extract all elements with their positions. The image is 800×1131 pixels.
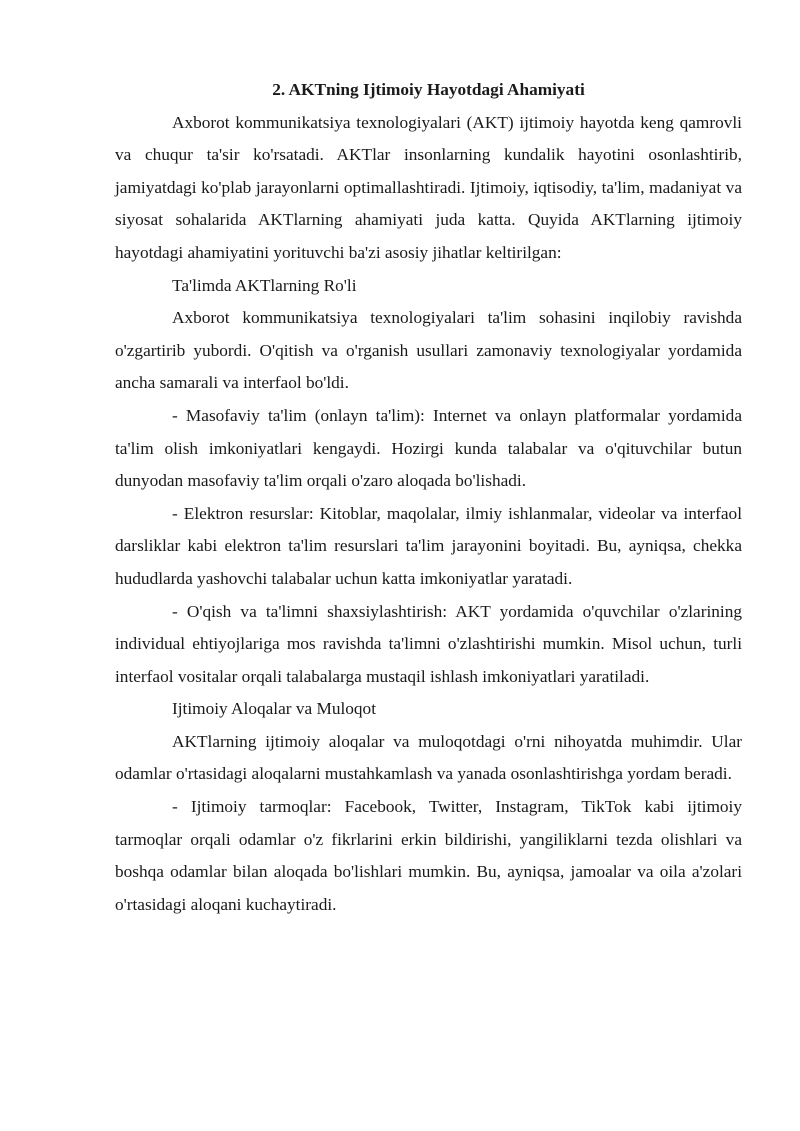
list-item-electronic-resources: - Elektron resurslar: Kitoblar, maqolalar, ilmiy ishlanmalar, videolar va interfaol darsliklar kabi elektron ta'lim resurslari ta'lim jarayonini boyitadi. Bu, ayniqsa, chekka hududlarda yashovchi talabalar uchun katta imkoniyatlar yaratadi.	[115, 503, 742, 588]
section-heading-education: Ta'limda AKTlarning Ro'li	[172, 275, 357, 295]
list-item-social-networks: - Ijtimoiy tarmoqlar: Facebook, Twitter, Instagram, TikTok kabi ijtimoiy tarmoqlar orqali odamlar o'z fikrlarini erkin bildirishi, yangiliklarni tezda olishlari va boshqa odamlar bilan aloqada bo'lishlari mumkin. Bu, ayniqsa, jamoalar va oila a'zolari o'rtasidagi aloqani kuchaytiradi.	[115, 797, 742, 914]
list-item-distance-learning: - Masofaviy ta'lim (onlayn ta'lim): Internet va onlayn platformalar yordamida ta'lim olish imkoniyatlari kengaydi. Hozirgi kunda talabalar va o'qituvchilar butun dunyodan masofaviy ta'lim orqali o'zaro aloqada bo'lishadi.	[115, 405, 742, 491]
document-title: 2. AKTning Ijtimoiy Hayotdagi Ahamiyati	[272, 80, 585, 99]
section-paragraph-education: Axborot kommunikatsiya texnologiyalari ta'lim sohasini inqilobiy ravishda o'zgartirib yubordi. O'qitish va o'rganish usullari zamonaviy texnologiyalar yordamida ancha samarali va interfaol bo'ldi.	[115, 308, 742, 393]
section-paragraph-social: AKTlarning ijtimoiy aloqalar va muloqotdagi o'rni nihoyatda muhimdir. Ular odamlar o'rtasidagi aloqalarni mustahkamlash va yanada osonlashtirishga yordam beradi.	[115, 731, 742, 784]
section-heading-social: Ijtimoiy Aloqalar va Muloqot	[172, 699, 376, 719]
list-item-personalized-learning: - O'qish va ta'limni shaxsiylashtirish: AKT yordamida o'quvchilar o'zlarining individual ehtiyojlariga mos ravishda ta'limni o'zlashtirishi mumkin. Misol uchun, turli interfaol vositalar orqali talabalarga mustaqil ishlash imkoniyatlari yaratiladi.	[115, 601, 742, 686]
intro-paragraph: Axborot kommunikatsiya texnologiyalari (AKT) ijtimoiy hayotda keng qamrovli va chuqur ta'sir ko'rsatadi. AKTlar insonlarning kundalik hayotini osonlashtirib, jamiyatdagi ko'plab jarayonlarni optimallashtiradi. Ijtimoiy, iqtisodiy, ta'lim, madaniyat va siyosat sohalarida AKTlarning ahamiyati juda katta. Quyida AKTlarning ijtimoiy hayotdagi ahamiyatini yorituvchi ba'zi asosiy jihatlar keltirilgan:	[115, 112, 742, 262]
document-page	[115, 74, 742, 921]
